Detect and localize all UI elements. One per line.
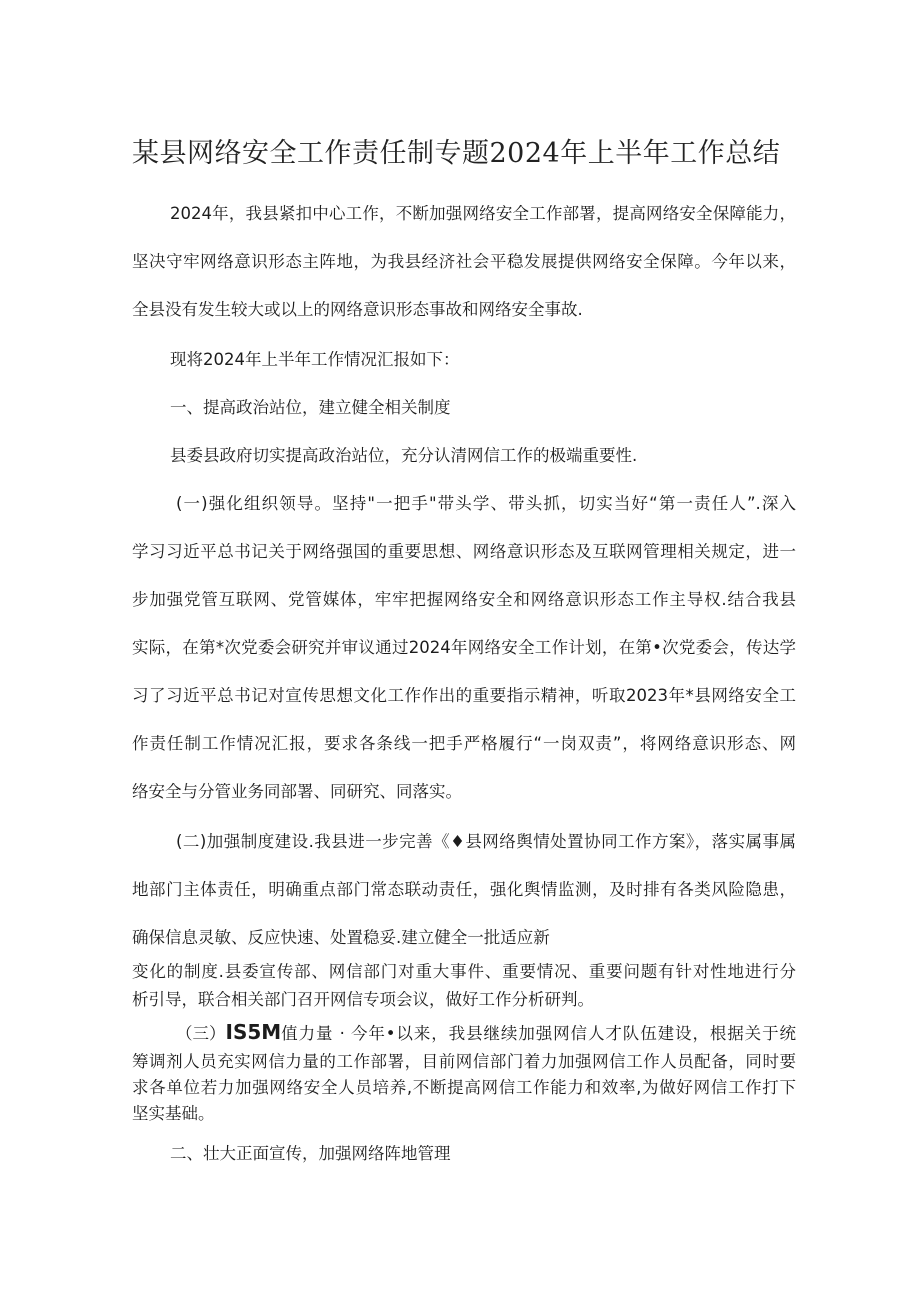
item-1-line-6: 作责任制工作情况汇报，要求各条线一把手严格履行“一岗双责”，将网络意识形态、网 <box>132 734 796 753</box>
section-1-lead: 县委县政府切实提高政治站位，充分认清网信工作的极端重要性. <box>170 446 638 465</box>
item-3-line-3: 求各单位若力加强网络安全人员培养,不断提高网信工作能力和效率,为做好网信工作打下 <box>132 1078 796 1097</box>
item-2-line-5: 析引导，联合相关部门召开网信专项会议，做好工作分析研判。 <box>132 990 594 1009</box>
item-1-line-4: 实际，在第*次党委会研究并审议通过2024年网络安全工作计划，在第•次党委会，传达学 <box>132 638 796 657</box>
item-3-prefix: （三） <box>176 1024 226 1043</box>
item-1-line-5: 习了习近平总书记对宣传思想文化工作作出的重要指示精神，听取2023年*县网络安全工 <box>132 686 796 705</box>
item-2-line-4: 变化的制度.县委宣传部、网信部门对重大事件、重要情况、重要问题有针对性地进行分 <box>132 962 796 981</box>
section-2-heading: 二、壮大正面宣传，加强网络阵地管理 <box>170 1144 451 1163</box>
intro-line-2: 坚决守牢网络意识形态主阵地，为我县经济社会平稳发展提供网络安全保障。今年以来， <box>132 252 796 271</box>
item-1-line-3: 步加强党管互联网、党管媒体，牢牢把握网络安全和网络意识形态工作主导权.结合我县 <box>132 590 796 609</box>
item-1-line-7: 络安全与分管业务同部署、同研究、同落实。 <box>132 782 462 801</box>
intro-line-1: 2024年，我县紧扣中心工作，不断加强网络安全工作部署，提高网络安全保障能力， <box>170 204 796 223</box>
document-title: 某县网络安全工作责任制专题2024年上半年工作总结 <box>132 138 781 169</box>
section-1-heading: 一、提高政治站位，建立健全相关制度 <box>170 398 451 417</box>
report-intro: 现将2024年上半年工作情况汇报如下： <box>170 350 460 369</box>
item-2-line-3: 确保信息灵敏、反应快速、处置稳妥.建立健全一批适应新 <box>132 928 550 947</box>
item-3-line-2: 筹调剂人员充实网信力量的工作部署，目前网信部门着力加强网信工作人员配备，同时要 <box>132 1052 796 1071</box>
item-3-line-1-rest: 值力量 · 今年•以来，我县继续加强网信人才队伍建设，根据关于统 <box>281 1024 796 1043</box>
item-3-line-4: 坚实基础。 <box>132 1104 215 1123</box>
item-2-line-1: (二)加强制度建设.我县进一步完善《♦县网络舆情处置协同工作方案》，落实属事属 <box>176 832 796 851</box>
item-2-line-2: 地部门主体责任，明确重点部门常态联动责任，强化舆情监测，及时排有各类风险隐患， <box>132 880 796 899</box>
item-1-line-2: 学习习近平总书记关于网络强国的重要思想、网络意识形态及互联网管理相关规定，进一 <box>132 542 796 561</box>
intro-line-3: 全县没有发生较大或以上的网络意识形态事故和网络安全事故. <box>132 300 583 319</box>
item-3-bold: IS5M <box>225 1020 282 1044</box>
item-3-line-1 <box>176 1020 796 1044</box>
item-1-line-1: (一)强化组织领导。坚持"一把手"带头学、带头抓，切实当好“第一责任人”.深入 <box>176 494 796 513</box>
